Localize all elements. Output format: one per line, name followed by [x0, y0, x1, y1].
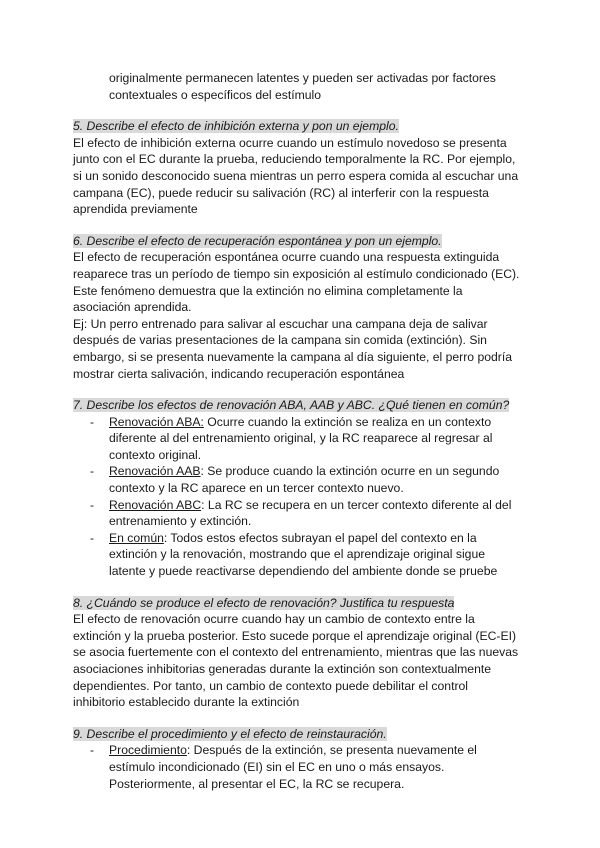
list-item: - Renovación AAB: Se produce cuando la extinción ocurre en un segundo contexto y la RC aparece en un tercer contexto nuevo. [90, 464, 500, 496]
list-item: - En común: Todos estos efectos subrayan el papel del contexto en la extinción y la renovación, mostrando que el aprendizaje original sigue latente y puede reactivarse dependiendo del ambiente donde se pruebe [90, 530, 498, 579]
item-text: : Después de la extinción, se presenta nuevamente el estímulo incondicionado (EI) sin el EC en uno o más ensayos. Posteriormente, al presentar el EC, la RC se recupera. [109, 743, 477, 791]
question-9: 9. Describe el procedimiento y el efecto de reinstauración. [73, 726, 387, 741]
question-7: 7. Describe los efectos de renovación ABA, AAB y ABC. ¿Qué tienen en común? [73, 398, 510, 413]
answer-5-paragraph: El efecto de inhibición externa ocurre cuando un estímulo novedoso se presenta junto con el EC durante la prueba, reduciendo temporalmente la RC. Por ejemplo, si un sonido desconocido suena mientras un perro espera comida al escuchar una campana (EC), puede reducir su salivación (RC) al interferir con la respuesta aprendida previamente [73, 135, 519, 217]
intro-continuation: originalmente permanecen latentes y pueden ser activadas por factores contextuales o específicos del estímulo [109, 71, 496, 102]
item-term: En común [109, 530, 164, 545]
question-8: 8. ¿Cuándo se produce el efecto de renovación? Justifica tu respuesta [73, 595, 455, 610]
item-term: Renovación ABA: [109, 414, 204, 429]
list-item: - Renovación ABA: Ocurre cuando la extinción se realiza en un contexto diferente al del entrenamiento original, y la RC reaparece al regresar al contexto original. [90, 414, 493, 462]
answer-6-example: Ej: Un perro entrenado para salivar al escuchar una campana deja de salivar después de varias presentaciones de la campana sin comida (extinción). Sin embargo, si se presenta nuevamente la campana al día siguiente, el perro podría mostrar cierta salivación, indicando recuperación espontánea [73, 316, 513, 381]
item-text: : Todos estos efectos subrayan el papel del contexto en la extinción y la renovación, mostrando que el aprendizaje original sigue latente y puede reactivarse dependiendo del ambiente donde se pruebe [109, 530, 498, 579]
item-text: Ocurre cuando la extinción se realiza en un contexto diferente al del entrenamiento original, y la RC reaparece al regresar al contexto original. [109, 414, 493, 462]
item-term: Renovación ABC [109, 497, 202, 512]
item-text: : La RC se recupera en un tercer contexto diferente al del entrenamiento y extinción. [109, 497, 512, 529]
answer-7-list [73, 414, 521, 580]
question-6: 6. Describe el efecto de recuperación espontánea y pon un ejemplo. [73, 233, 442, 248]
list-item: - Renovación ABC: La RC se recupera en un tercer contexto diferente al del entrenamiento y extinción. [90, 497, 512, 529]
question-5: 5. Describe el efecto de inhibición externa y pon un ejemplo. [73, 119, 399, 134]
document-content [73, 70, 521, 792]
item-term: Renovación AAB [109, 464, 201, 479]
answer-9-list [73, 742, 521, 792]
answer-6-paragraph: El efecto de recuperación espontánea ocurre cuando una respuesta extinguida reaparece tras un período de tiempo sin exposición al estímulo condicionado (EC). Este fenómeno demuestra que la extinción no elimina completamente la asociación aprendida. [73, 250, 520, 315]
item-text: : Se produce cuando la extinción ocurre en un segundo contexto y la RC aparece en un tercer contexto nuevo. [109, 464, 500, 496]
item-term: Procedimiento [109, 743, 187, 758]
answer-8-paragraph: El efecto de renovación ocurre cuando hay un cambio de contexto entre la extinción y la prueba posterior. Esto sucede porque el aprendizaje original (EC-EI) se asocia fuertemente con el contexto del entrenamiento, mientras que las nuevas asociaciones inhibitorias generadas durante la extinción son contextualmente dependientes. Por tanto, un cambio de contexto puede debilitar el control inhibitorio establecido durante la extinción [73, 612, 519, 710]
list-item: - Procedimiento: Después de la extinción, se presenta nuevamente el estímulo incondicionado (EI) sin el EC en uno o más ensayos. Posteriormente, al presentar el EC, la RC se recupera. [90, 743, 477, 791]
